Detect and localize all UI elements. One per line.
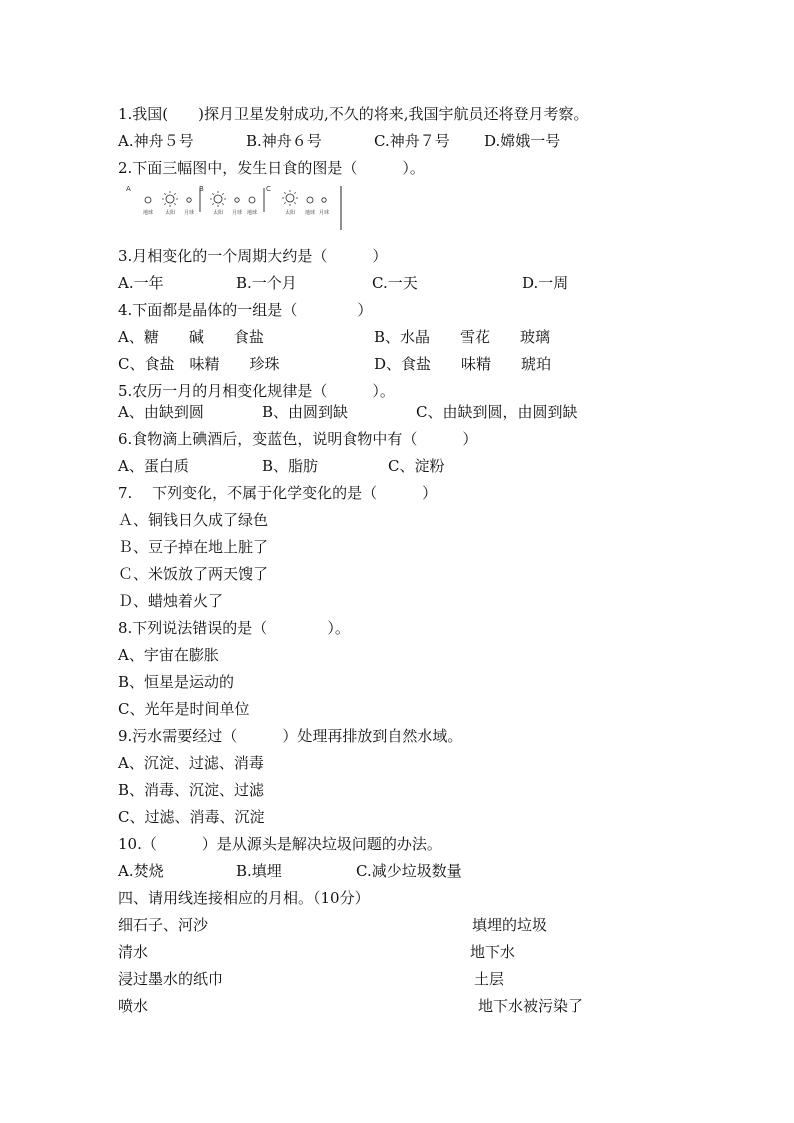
svg-text:月球: 月球: [319, 210, 330, 216]
option-b[interactable]: B.一个月: [236, 274, 297, 292]
option-a[interactable]: A、沉淀、过滤、消毒: [118, 754, 264, 772]
matching-left-item[interactable]: 清水: [118, 943, 149, 961]
option-d[interactable]: D、食盐 味精 琥珀: [374, 355, 552, 373]
question-2-stem: 2.下面三幅图中，发生日食的图是（ ）。: [118, 159, 425, 177]
option-c[interactable]: C.减少垃圾数量: [356, 862, 462, 880]
section-4-heading: 四、请用线连接相应的月相。（10分）: [118, 889, 370, 907]
option-a[interactable]: A.焚烧: [118, 862, 164, 880]
option-c[interactable]: C、食盐 味精 珍珠: [118, 355, 280, 373]
question-10-stem: 10.（ ）是从源头是解决垃圾问题的办法。: [118, 835, 442, 853]
option-c[interactable]: C.一天: [372, 274, 418, 292]
matching-right-item[interactable]: 地下水被污染了: [478, 997, 584, 1015]
svg-text:地球: 地球: [305, 210, 316, 216]
option-d[interactable]: Ｄ、蜡烛着火了: [118, 592, 224, 610]
question-9-stem: 9.污水需要经过（ ）处理再排放到自然水域。: [118, 727, 463, 745]
question-3-stem: 3.月相变化的一个周期大约是（ ）: [118, 247, 388, 265]
option-b[interactable]: B.填埋: [236, 862, 282, 880]
option-a[interactable]: A、宇宙在膨胀: [118, 646, 219, 664]
sun-icon: [210, 191, 226, 207]
option-c[interactable]: C.神舟７号: [374, 132, 450, 150]
svg-text:月球: 月球: [184, 210, 195, 216]
option-c[interactable]: Ｃ、米饭放了两天馊了: [118, 565, 269, 583]
option-b[interactable]: B、脂肪: [262, 457, 319, 475]
option-b[interactable]: B.神舟６号: [246, 132, 322, 150]
svg-text:月球: 月球: [232, 210, 243, 216]
option-b[interactable]: B、水晶 雪花 玻璃: [374, 328, 551, 346]
sun-icon: [162, 191, 178, 207]
svg-text:地球: 地球: [247, 210, 258, 216]
panel-label-b: B: [199, 185, 204, 193]
question-8-stem: 8.下列说法错误的是（ ）。: [118, 619, 350, 637]
earth-icon: [307, 197, 313, 203]
svg-text:太阳: 太阳: [165, 210, 176, 216]
matching-row: [118, 996, 618, 1056]
option-b[interactable]: B、消毒、沉淀、过滤: [118, 781, 265, 799]
option-d[interactable]: D.嫦娥一号: [484, 132, 561, 150]
option-a[interactable]: A.一年: [118, 274, 164, 292]
panel-label-c: C: [266, 185, 271, 193]
matching-left-item[interactable]: 浸过墨水的纸巾: [118, 970, 224, 988]
option-a[interactable]: Ａ、铜钱日久成了绿色: [118, 511, 269, 529]
matching-right-item[interactable]: 地下水: [470, 943, 516, 961]
option-b[interactable]: Ｂ、豆子掉在地上脏了: [118, 538, 269, 556]
option-c[interactable]: C、光年是时间单位: [118, 700, 250, 718]
earth-icon: [145, 197, 151, 203]
question-7-stem: 7. 下列变化，不属于化学变化的是（ ）: [118, 484, 438, 502]
question-4-stem: 4.下面都是晶体的一组是（ ）: [118, 301, 373, 319]
moon-icon: [235, 198, 239, 202]
option-b[interactable]: B、恒星是运动的: [118, 673, 235, 691]
option-a[interactable]: A.神舟５号: [118, 132, 194, 150]
question-5-stem: 5.农历一月的月相变化规律是（ ）。: [118, 382, 395, 400]
earth-icon: [249, 197, 255, 203]
option-a[interactable]: A、蛋白质: [118, 457, 189, 475]
svg-text:地球: 地球: [143, 210, 154, 216]
matching-right-item[interactable]: 土层: [474, 970, 505, 988]
matching-left-item[interactable]: 细石子、河沙: [118, 916, 209, 934]
option-b[interactable]: B、由圆到缺: [262, 403, 349, 421]
svg-text:太阳: 太阳: [285, 210, 296, 216]
question-1-stem: 1.我国( )探月卫星发射成功,不久的将来,我国宇航员还将登月考察。: [118, 105, 589, 123]
matching-left-item[interactable]: 喷水: [118, 997, 149, 1015]
option-a[interactable]: A、糖 碱 食盐: [118, 328, 264, 346]
option-d[interactable]: D.一周: [522, 274, 569, 292]
svg-text:太阳: 太阳: [213, 210, 224, 216]
moon-icon: [187, 198, 191, 202]
solar-eclipse-diagram: [124, 184, 354, 232]
panel-label-a: A: [126, 185, 131, 193]
sun-icon: [282, 190, 298, 206]
option-c[interactable]: C、由缺到圆，由圆到缺: [416, 403, 578, 421]
option-a[interactable]: A、由缺到圆: [118, 403, 204, 421]
question-6-stem: 6.食物滴上碘酒后，变蓝色，说明食物中有（ ）: [118, 430, 478, 448]
option-c[interactable]: C、过滤、消毒、沉淀: [118, 808, 265, 826]
matching-right-item[interactable]: 填埋的垃圾: [472, 916, 548, 934]
option-c[interactable]: C、淀粉: [388, 457, 445, 475]
moon-icon: [322, 198, 326, 202]
